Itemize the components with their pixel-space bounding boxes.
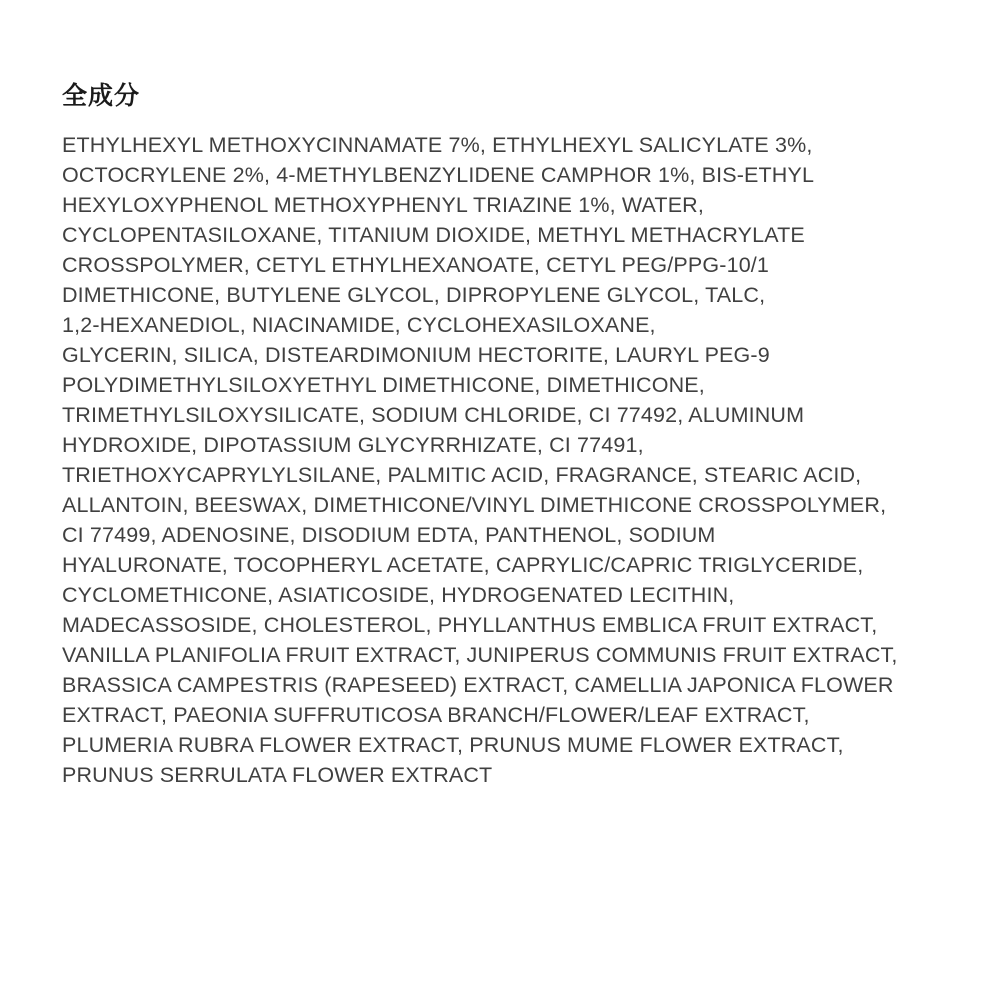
ingredient-line: CYCLOPENTASILOXANE, TITANIUM DIOXIDE, METHYL METHACRYLATE xyxy=(62,223,805,247)
ingredient-line: MADECASSOSIDE, CHOLESTEROL, PHYLLANTHUS EMBLICA FRUIT EXTRACT, xyxy=(62,613,878,637)
ingredient-line: GLYCERIN, SILICA, DISTEARDIMONIUM HECTORITE, LAURYL PEG-9 xyxy=(62,343,770,367)
ingredient-line: VANILLA PLANIFOLIA FRUIT EXTRACT, JUNIPERUS COMMUNIS FRUIT EXTRACT, xyxy=(62,643,898,667)
ingredient-line: POLYDIMETHYLSILOXYETHYL DIMETHICONE, DIMETHICONE, xyxy=(62,373,705,397)
ingredient-line: HYDROXIDE, DIPOTASSIUM GLYCYRRHIZATE, CI 77491, xyxy=(62,433,644,457)
ingredient-line: TRIETHOXYCAPRYLYLSILANE, PALMITIC ACID, FRAGRANCE, STEARIC ACID, xyxy=(62,463,862,487)
ingredient-line: CYCLOMETHICONE, ASIATICOSIDE, HYDROGENATED LECITHIN, xyxy=(62,583,735,607)
ingredient-line: 1,2-HEXANEDIOL, NIACINAMIDE, CYCLOHEXASILOXANE, xyxy=(62,313,656,337)
ingredient-line: HYALURONATE, TOCOPHERYL ACETATE, CAPRYLIC/CAPRIC TRIGLYCERIDE, xyxy=(62,553,864,577)
ingredient-line: HEXYLOXYPHENOL METHOXYPHENYL TRIAZINE 1%, WATER, xyxy=(62,193,704,217)
ingredient-line: ALLANTOIN, BEESWAX, DIMETHICONE/VINYL DIMETHICONE CROSSPOLYMER, xyxy=(62,493,887,517)
page-title: 全成分 xyxy=(62,81,141,110)
ingredient-line: DIMETHICONE, BUTYLENE GLYCOL, DIPROPYLENE GLYCOL, TALC, xyxy=(62,283,766,307)
ingredient-list xyxy=(62,130,962,790)
ingredient-line: OCTOCRYLENE 2%, 4-METHYLBENZYLIDENE CAMPHOR 1%, BIS-ETHYL xyxy=(62,163,815,187)
ingredient-line: CROSSPOLYMER, CETYL ETHYLHEXANOATE, CETYL PEG/PPG-10/1 xyxy=(62,253,770,277)
ingredient-line: PRUNUS SERRULATA FLOWER EXTRACT xyxy=(62,763,493,787)
ingredient-line: BRASSICA CAMPESTRIS (RAPESEED) EXTRACT, CAMELLIA JAPONICA FLOWER xyxy=(62,673,894,697)
ingredient-line: PLUMERIA RUBRA FLOWER EXTRACT, PRUNUS MUME FLOWER EXTRACT, xyxy=(62,733,844,757)
ingredient-line: TRIMETHYLSILOXYSILICATE, SODIUM CHLORIDE, CI 77492, ALUMINUM xyxy=(62,403,805,427)
ingredient-line: CI 77499, ADENOSINE, DISODIUM EDTA, PANTHENOL, SODIUM xyxy=(62,523,716,547)
ingredient-line: ETHYLHEXYL METHOXYCINNAMATE 7%, ETHYLHEXYL SALICYLATE 3%, xyxy=(62,133,813,157)
ingredient-line: EXTRACT, PAEONIA SUFFRUTICOSA BRANCH/FLOWER/LEAF EXTRACT, xyxy=(62,703,810,727)
